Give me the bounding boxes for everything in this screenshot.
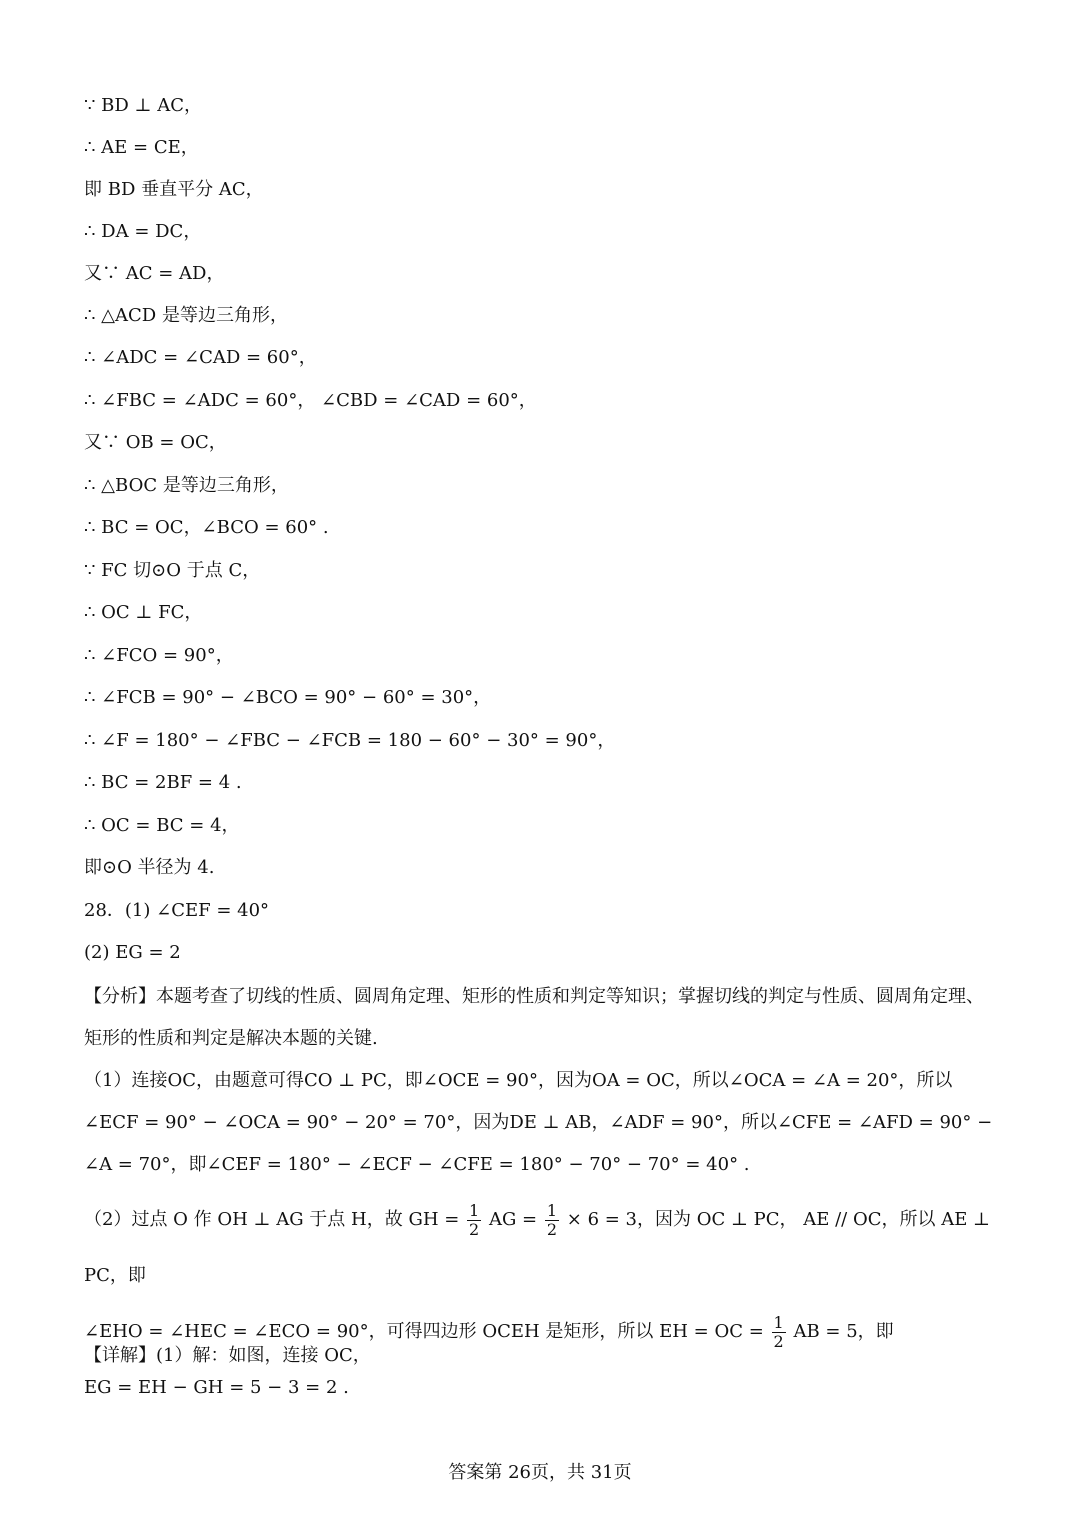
answer-28-part2: (2) EG = 2 (84, 942, 181, 963)
proof-line-2: ∴ AE = CE， (84, 137, 199, 158)
fraction-denominator: 2 (546, 1219, 558, 1239)
fraction-numerator: 1 (546, 1200, 558, 1220)
proof-line-1: ∵ BD ⊥ AC， (84, 95, 202, 116)
analysis-part2-text-b: AG = (483, 1209, 543, 1230)
proof-line-5: 又∵ AC = AD， (84, 263, 225, 284)
analysis-part2-text-c: × 6 = 3，因为 OC ⊥ PC， AE // OC，所以 AE ⊥ PC，即 (84, 1209, 990, 1286)
answer-28-part1: 28．(1) ∠CEF = 40° (84, 900, 270, 921)
proof-line-12: ∵ FC 切⊙O 于点 C， (84, 560, 261, 581)
analysis-part2-text-f: EG = EH − GH = 5 − 3 = 2 . (84, 1377, 349, 1398)
proof-line-13: ∴ OC ⊥ FC， (84, 602, 203, 623)
proof-line-10: ∴ △BOC 是等边三角形， (84, 475, 289, 496)
detail-heading: 【详解】(1）解：如图，连接 OC， (84, 1345, 371, 1366)
analysis-part2-text-a: （2）过点 O 作 OH ⊥ AG 于点 H，故 GH = (84, 1209, 466, 1230)
analysis-paragraph: 【分析】本题考查了切线的性质、圆周角定理、矩形的性质和判定等知识；掌握切线的判定与性质、圆周角定理、矩形的性质和判定是解决本题的关键. (84, 986, 984, 1049)
fraction-denominator: 2 (773, 1331, 784, 1351)
analysis-part1: （1）连接OC，由题意可得CO ⊥ PC，即∠OCE = 90°，因为OA = OC，所以∠OCA = ∠A = 20°，所以∠ECF = 90° − ∠OCA = 90° − 20° = 70°，因为DE ⊥ AB，∠ADF = 90°，所以∠CFE = ∠AFD = 90° − ∠A = 70°，即∠CEF = 180° − ∠ECF − ∠CFE = 180° − 70° − 70° = 40° . (84, 1070, 993, 1175)
proof-line-11: ∴ BC = OC，∠BCO = 60° . (84, 517, 329, 538)
fraction-numerator: 1 (773, 1312, 784, 1332)
fraction-denominator: 2 (469, 1219, 480, 1239)
fraction-one-half (545, 1202, 559, 1239)
proof-line-19: 即⊙O 半径为 4. (84, 857, 215, 878)
fraction-one-half (467, 1202, 481, 1239)
proof-line-14: ∴ ∠FCO = 90°， (84, 645, 234, 666)
proof-line-7: ∴ ∠ADC = ∠CAD = 60°， (84, 347, 317, 368)
proof-line-8: ∴ ∠FBC = ∠ADC = 60°， ∠CBD = ∠CAD = 60°， (84, 390, 537, 411)
proof-line-9: 又∵ OB = OC， (84, 432, 227, 453)
proof-line-18: ∴ OC = BC = 4， (84, 815, 240, 836)
proof-line-17: ∴ BC = 2BF = 4 . (84, 772, 242, 793)
analysis-part2 (84, 1192, 1000, 1416)
page-footer: 答案第 26页，共 31页 (448, 1462, 632, 1483)
proof-line-6: ∴ △ACD 是等边三角形， (84, 305, 288, 326)
analysis-part2-text-e: AB = 5，即 (787, 1321, 894, 1342)
proof-line-16: ∴ ∠F = 180° − ∠FBC − ∠FCB = 180 − 60° − 30° = 90°， (84, 730, 616, 751)
fraction-one-half (772, 1314, 786, 1351)
proof-line-4: ∴ DA = DC， (84, 221, 202, 242)
analysis-part2-text-d: ∠EHO = ∠HEC = ∠ECO = 90°，可得四边形 OCEH 是矩形，所以 EH = OC = (84, 1321, 770, 1342)
fraction-numerator: 1 (469, 1200, 480, 1220)
proof-line-15: ∴ ∠FCB = 90° − ∠BCO = 90° − 60° = 30°， (84, 687, 492, 708)
proof-line-3: 即 BD 垂直平分 AC， (84, 179, 264, 200)
